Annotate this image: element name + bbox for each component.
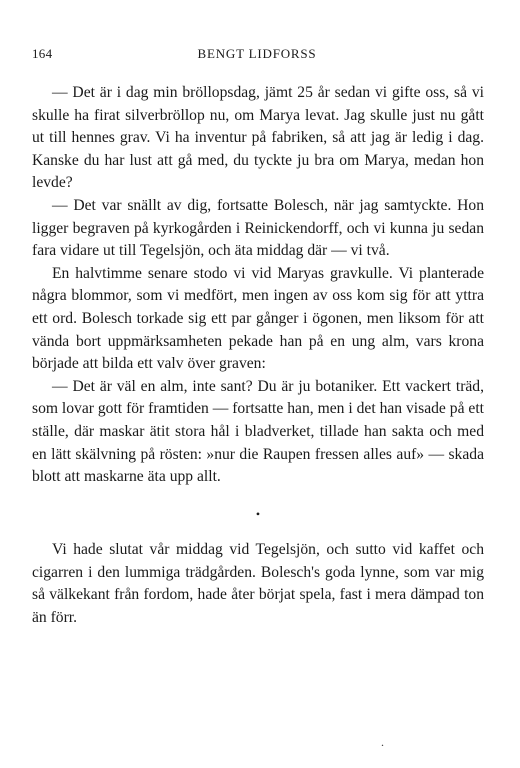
paragraph: — Det var snällt av dig, fortsatte Bolesch, när jag samtyckte. Hon ligger begraven på kyrkogården i Reinickendorff, och vi kunna ju sedan fara vidare ut till Tegelsjön, och äta middag där — vi två. — [32, 196, 484, 260]
paragraph: Vi hade slutat vår middag vid Tegelsjön, och sutto vid kaffet och cigarren i den lummiga trädgården. Bolesch's goda lynne, som var mig så välkekant från fordom, hade åter börjat spela, fast i mera dämpad ton än förr. — [32, 541, 484, 627]
page-number: 164 — [32, 46, 53, 61]
running-head: BENGT LIDFORSS — [197, 46, 317, 61]
paragraph: En halvtimme senare stodo vi vid Maryas gravkulle. Vi planterade några blommor, som vi medfört, men ingen av oss kom sig för att yttra ett ord. Bolesch torkade sig ett par gånger i ögonen, men liksom för att vända bort uppmärksamheten pekade han på en ung alm, vars krona började att bilda ett valv över graven: — [32, 264, 484, 373]
page-header — [32, 46, 482, 66]
page-body — [32, 82, 484, 630]
footer-mark: . — [381, 735, 384, 749]
paragraph: — Det är i dag min bröllopsdag, jämt 25 år sedan vi gifte oss, så vi skulle ha firat silverbröllop nu, om Marya levat. Jag skulle just nu gått ut till hennes grav. Vi ha inventur på fabriken, så att jag är ledig i dag. Kanske du har lust att gå med, du tyckte ju bra om Marya, medan hon levde? — [32, 84, 484, 192]
paragraph: — Det är väl en alm, inte sant? Du är ju botaniker. Ett vackert träd, som lovar gott för framtiden — fortsatte han, men i det han visade på ett ställe, där maskar ätit stora hål i bladverket, tillade han sakta och med en lätt skälvning på rösten: »nur die Raupen fressen alles auf» — skada blott att maskarne äta upp allt. — [32, 377, 484, 486]
section-separator: • — [255, 506, 261, 521]
